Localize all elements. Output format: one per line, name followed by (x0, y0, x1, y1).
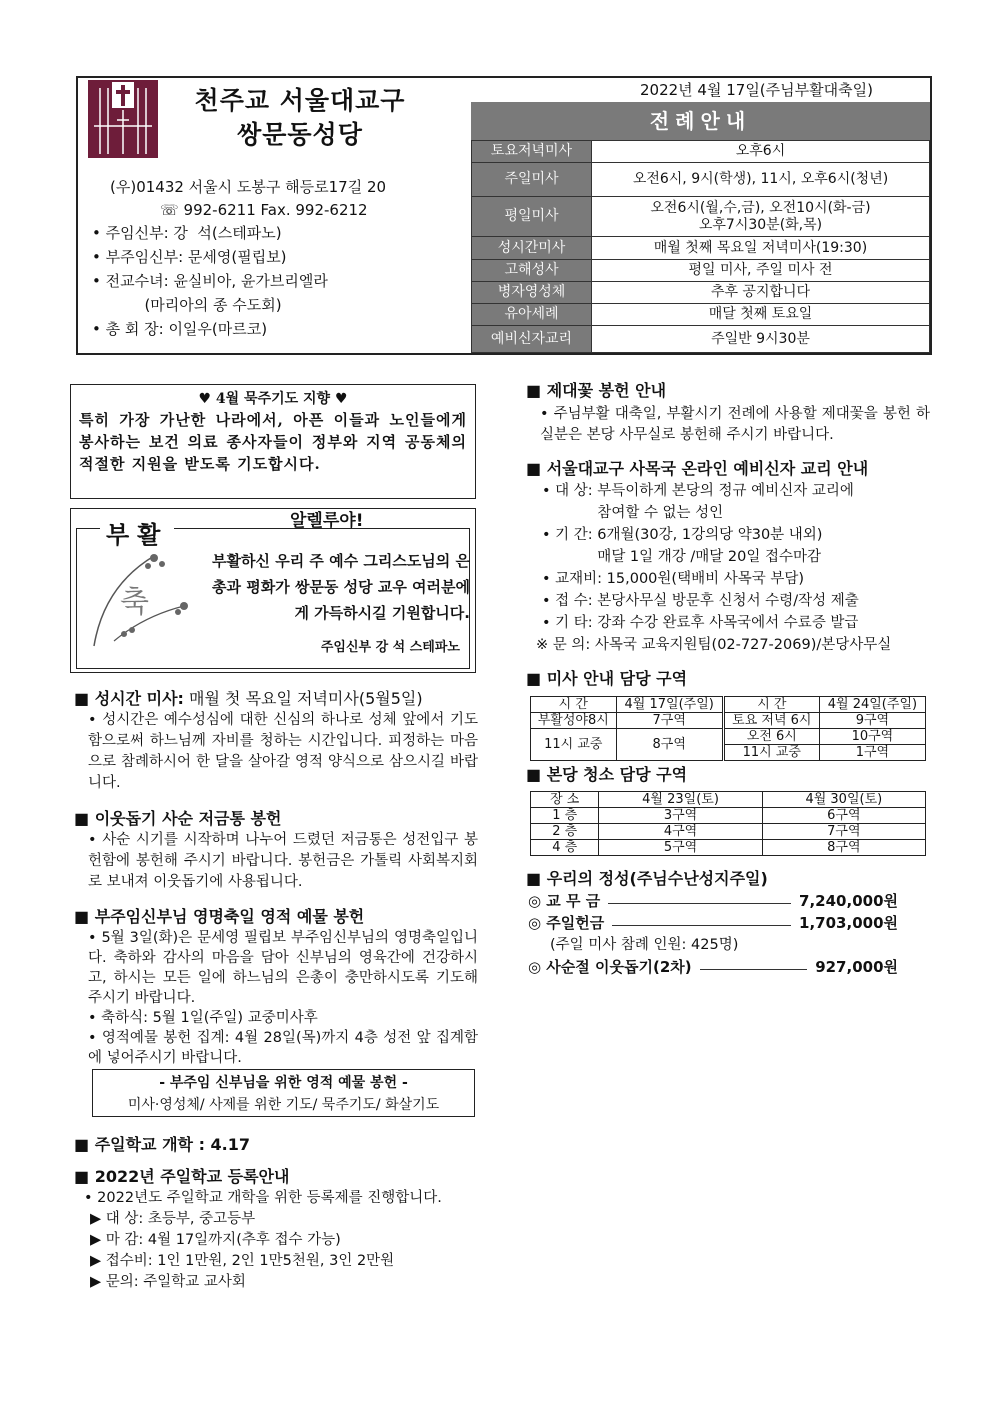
catechism-item: 매달 1일 개강 /매달 20일 접수마감 (542, 549, 821, 565)
altar-flowers-body: • 주님부활 대축일, 부활시기 전례에 사용할 제대꽃을 봉헌 하실분은 본당 사무실로 봉헌해 주시기 바랍니다. (540, 406, 930, 443)
table-cell: 11시 교중 (531, 729, 617, 761)
feast-section (74, 906, 478, 1068)
liturgy-label: 성시간미사 (472, 237, 592, 260)
liturgy-row (472, 282, 930, 304)
catechism-contact: ※ 문 의: 사목국 교육지원팀(02-727-2069)/본당사무실 (536, 637, 892, 653)
table-cell: 1구역 (819, 745, 925, 761)
offering-row (528, 956, 898, 978)
table-header-row (531, 792, 926, 808)
liturgy-row (472, 141, 930, 163)
holy-hour-date: 매월 첫 목요일 저녁미사(5월5일) (183, 689, 423, 708)
table-header: 4월 17일(주일) (616, 697, 723, 713)
table-header-row (531, 697, 926, 713)
catechism-item: • 접 수: 본당사무실 방문후 신청서 수령/작성 제출 (542, 593, 859, 609)
parish-name-line2: 쌍문동성당 (237, 120, 363, 149)
table-cell: 11시 교중 (723, 745, 819, 761)
offering-row (528, 912, 898, 934)
liturgy-row (472, 197, 930, 237)
staff-sisters-order: (마리아의 종 수도회) (92, 296, 282, 314)
offering-label: ◎ 교 무 금 (528, 892, 601, 910)
holy-hour-section (74, 688, 478, 794)
sunday-school-reg-intro: • 2022년도 주일학교 개학을 위한 등록제를 진행합니다. (84, 1190, 442, 1206)
feast-item-collection: • 영적예물 봉헌 집계: 4월 28일(목)까지 4층 성전 앞 집계함에 넣어주시기 바랍니다. (88, 1030, 478, 1066)
sunday-school-reg-item: ▶ 접수비: 1인 1만원, 2인 1만5천원, 3인 2만원 (90, 1253, 395, 1269)
liturgy-title: 전례안내 (471, 102, 930, 140)
liturgy-row (472, 304, 930, 326)
phone: ☏ 992-6211 Fax. 992-6212 (160, 201, 368, 219)
liturgy-value-line2: 오후7시30분(화,목) (698, 216, 823, 233)
sunday-school-reg-item: ▶ 대 상: 초등부, 중고등부 (90, 1211, 256, 1227)
staff-sisters: • 전교수녀: 윤실비아, 윤가브리엘라 (92, 272, 328, 290)
mass-duty-table (530, 696, 926, 761)
liturgy-value (592, 197, 930, 237)
alleluia: 알렐루야! (290, 511, 364, 531)
table-cell: 7구역 (762, 824, 925, 840)
liturgy-table (471, 140, 930, 353)
altar-flowers-title: ■ 제대꽃 봉헌 안내 (526, 380, 930, 402)
liturgy-label: 예비신자교리 (472, 326, 592, 353)
liturgy-value: 오후6시 (592, 141, 930, 163)
offering-leader (700, 956, 808, 970)
rosary-intention-text: 특히 가장 가난한 나라에서, 아픈 이들과 노인들에게 봉사하는 보건 의료 종사자들이 정부와 지역 공동체의 적절한 지원을 받도록 기도합시다. (79, 411, 467, 473)
offering-label: ◎ 주일헌금 (528, 914, 605, 932)
table-cell: 2 층 (531, 824, 599, 840)
rosary-intention-title: ♥ 4월 묵주기도 지향 ♥ (198, 391, 348, 407)
table-cell: 9구역 (819, 713, 925, 729)
lent-box-body: • 사순 시기를 시작하며 나누어 드렸던 저금통은 성전입구 봉헌함에 봉헌해 주시기 바랍니다. 봉헌금은 가톨릭 사회복지회로 보내져 이웃돕기에 사용됩니다. (88, 832, 478, 890)
easter-message: 부활하신 우리 주 예수 그리스도님의 은총과 평화가 쌍문동 성당 교우 여러분에게 가득하시길 기원합니다. (212, 552, 470, 622)
holy-hour-title: 성시간 미사: (94, 689, 184, 708)
table-row (531, 713, 926, 729)
liturgy-row (472, 326, 930, 353)
feast-item-celebration: • 축하식: 5월 1일(주일) 교중미사후 (88, 1010, 318, 1026)
table-header: 시 간 (723, 697, 819, 713)
table-row (531, 840, 926, 856)
table-header: 4월 23일(토) (599, 792, 762, 808)
parish-name-line1: 천주교 서울대교구 (194, 86, 406, 115)
offerings-list (528, 890, 898, 978)
altar-flowers-section (526, 380, 930, 446)
cleaning-duty-table (530, 791, 926, 856)
sunday-school-reg-item: ▶ 마 감: 4월 17일까지(추후 접수 가능) (90, 1232, 341, 1248)
offerings-title: ■ 우리의 정성(주님수난성지주일) (526, 868, 768, 890)
table-cell: 토요 저녁 6시 (723, 713, 819, 729)
table-cell: 7구역 (616, 713, 723, 729)
sunday-school-registration (74, 1166, 494, 1293)
feast-title: ■ 부주임신부님 영명축일 영적 예물 봉헌 (74, 906, 478, 928)
rosary-intention-box (70, 384, 476, 499)
table-cell: 1 층 (531, 808, 599, 824)
liturgy-row (472, 260, 930, 282)
easter-glyph: 축 (120, 585, 149, 620)
liturgy-value: 매월 첫째 목요일 저녁미사(19:30) (592, 237, 930, 260)
spiritual-offering-title: - 부주임 신부님을 위한 영적 예물 봉헌 - (159, 1075, 408, 1091)
address: (우)01432 서울시 도봉구 해등로17길 20 (110, 178, 387, 196)
liturgy-label: 주일미사 (472, 163, 592, 197)
holy-hour-body: • 성시간은 예수성심에 대한 신심의 하나로 성체 앞에서 기도함으로써 하느님께 자비를 청하는 시간입니다. 피정하는 마음으로 참례하시어 한 달을 살아갈 영적 양식으로 삼으시길 바랍니다. (88, 712, 478, 791)
parish-name (180, 84, 420, 152)
liturgy-value: 주일반 9시30분 (592, 326, 930, 353)
catechism-section (526, 458, 936, 656)
catechism-item: • 기 타: 강좌 수강 완료후 사목국에서 수료증 발급 (542, 615, 859, 631)
liturgy-row (472, 237, 930, 260)
sunday-school-reg-title: ■ 2022년 주일학교 등록안내 (74, 1166, 494, 1188)
offering-amount: 1,703,000원 (799, 914, 898, 932)
table-header: 4월 24일(주일) (819, 697, 925, 713)
table-row (531, 824, 926, 840)
liturgy-label: 유아세례 (472, 304, 592, 326)
feast-body: • 5월 3일(화)은 문세영 필립보 부주임신부님의 영명축일입니다. 축하와 감사의 마음을 담아 신부님의 영육간에 건강하시고, 하시는 모든 일에 하느님의 은총이 충만하시도록 기도해 주시기 바랍니다. (88, 930, 478, 1006)
table-cell: 10구역 (819, 729, 925, 745)
spiritual-offering-box (92, 1069, 475, 1117)
offering-leader (612, 912, 791, 926)
offering-amount: 7,240,000원 (799, 892, 898, 910)
table-cell: 8구역 (762, 840, 925, 856)
table-row (531, 729, 926, 745)
table-cell: 4구역 (599, 824, 762, 840)
catechism-item: • 대 상: 부득이하게 본당의 정규 예비신자 교리에 (542, 483, 854, 499)
staff-assistant: • 부주임신부: 문세영(필립보) (92, 248, 287, 266)
liturgy-label: 고해성사 (472, 260, 592, 282)
catechism-item: 참여할 수 없는 성인 (542, 505, 724, 521)
table-cell: 6구역 (762, 808, 925, 824)
liturgy-label: 토요저녁미사 (472, 141, 592, 163)
table-cell: 오전 6시 (723, 729, 819, 745)
church-logo-icon (88, 80, 158, 158)
catechism-item: • 교재비: 15,000원(택배비 사목국 부담) (542, 571, 805, 587)
offering-amount: 927,000원 (815, 958, 898, 976)
cleaning-duty-title: ■ 본당 청소 담당 구역 (526, 764, 687, 786)
liturgy-label: 평일미사 (472, 197, 592, 237)
liturgy-value: 오전6시, 9시(학생), 11시, 오후6시(청년) (592, 163, 930, 197)
table-cell: 4 층 (531, 840, 599, 856)
offering-row (528, 890, 898, 912)
easter-signature: 주임신부 강 석 스테파노 (320, 640, 460, 655)
mass-duty-title: ■ 미사 안내 담당 구역 (526, 668, 687, 690)
liturgy-value-line1: 오전6시(월,수,금), 오전10시(화-금) (650, 199, 871, 216)
spiritual-offering-text: 미사·영성체/ 사제를 위한 기도/ 묵주기도/ 화살기도 (127, 1097, 440, 1113)
table-header: 장 소 (531, 792, 599, 808)
table-header: 4월 30일(토) (762, 792, 925, 808)
lent-box-section (74, 808, 478, 893)
liturgy-value: 평일 미사, 주일 미사 전 (592, 260, 930, 282)
catechism-item: • 기 간: 6개월(30강, 1강의당 약30분 내외) (542, 527, 823, 543)
table-cell: 3구역 (599, 808, 762, 824)
flower-decoration-icon (84, 546, 204, 656)
liturgy-label: 병자영성체 (472, 282, 592, 304)
catechism-title: ■ 서울대교구 사목국 온라인 예비신자 교리 안내 (526, 458, 936, 480)
staff-council: • 총 회 장: 이일우(마르코) (92, 320, 268, 338)
bulletin-date: 2022년 4월 17일(주님부활대축일) (640, 81, 873, 99)
table-row (531, 808, 926, 824)
table-cell: 5구역 (599, 840, 762, 856)
liturgy-value: 매달 첫째 토요일 (592, 304, 930, 326)
offering-leader (608, 890, 791, 904)
table-header: 시 간 (531, 697, 617, 713)
offering-attendance: (주일 미사 참례 인원: 425명) (550, 937, 739, 953)
sunday-school-reg-item: ▶ 문의: 주일학교 교사회 (90, 1274, 246, 1290)
table-cell: 부활성야8시 (531, 713, 617, 729)
lent-box-title: ■ 이웃돕기 사순 저금통 봉헌 (74, 808, 478, 830)
sunday-school-open: ■ 주일학교 개학 : 4.17 (74, 1134, 250, 1156)
liturgy-value: 추후 공지합니다 (592, 282, 930, 304)
holy-hour-heading (74, 688, 478, 710)
easter-heading: 부활 (100, 515, 174, 550)
liturgy-row (472, 163, 930, 197)
table-cell: 8구역 (616, 729, 723, 761)
staff-pastor: • 주임신부: 강 석(스테파노) (92, 224, 282, 242)
catechism-items (526, 480, 936, 656)
offering-label: ◎ 사순절 이웃돕기(2차) (528, 958, 692, 976)
